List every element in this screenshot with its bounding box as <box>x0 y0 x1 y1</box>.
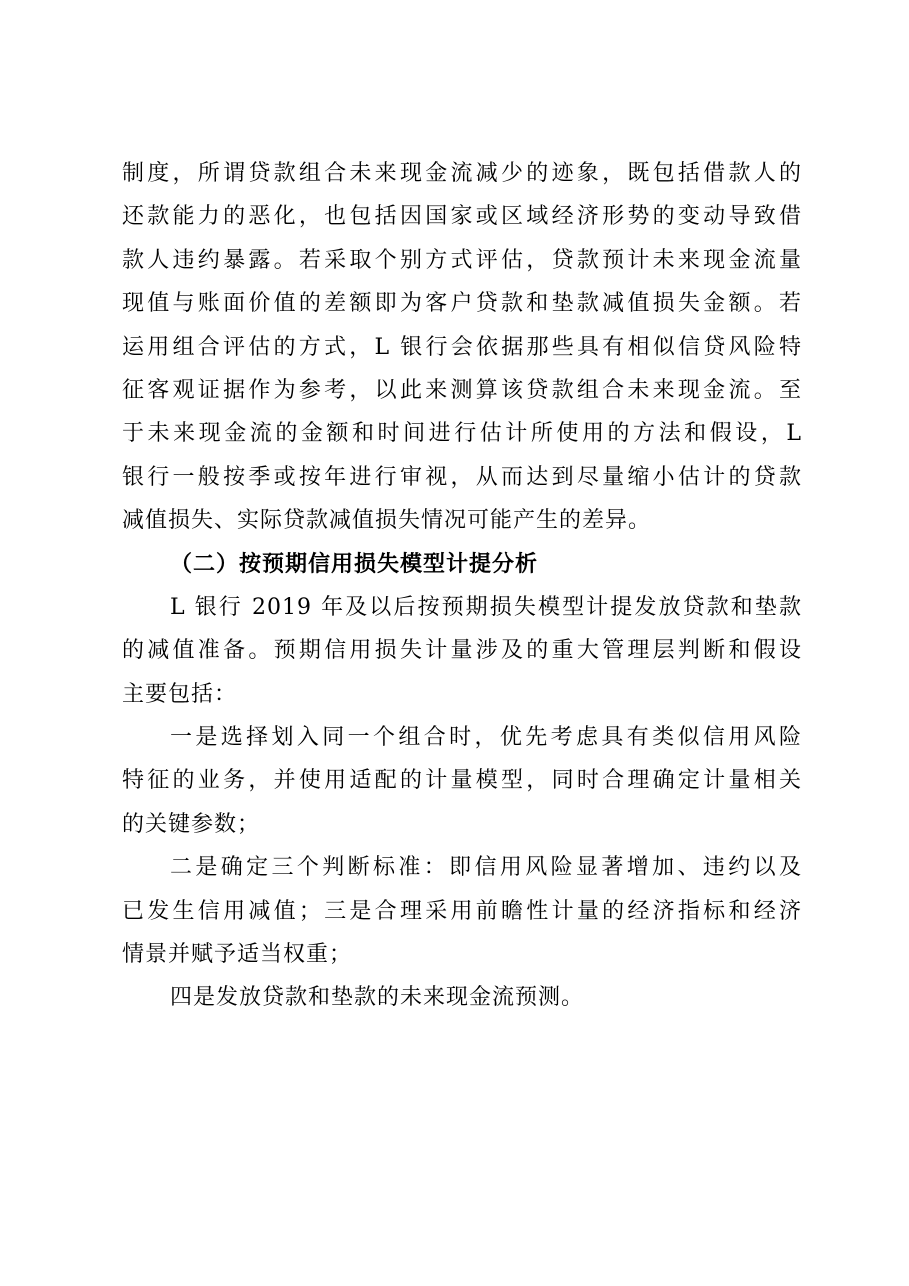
section-heading <box>122 543 802 586</box>
text-line: 一是选择划入同一个组合时，优先考虑具有类似信用风险 <box>170 725 802 751</box>
text-line: 的关键参数； <box>122 811 261 837</box>
document-body <box>122 152 802 1020</box>
text-line: 征客观证据作为参考，以此来测算该贷款组合未来现金流。至 <box>122 377 802 403</box>
text-line: 情景并赋予适当权重； <box>122 942 353 968</box>
paragraph-loan-impairment-continued <box>122 152 802 543</box>
text-line: 运用组合评估的方式，L 银行会依据那些具有相似信贷风险特 <box>122 334 802 360</box>
paragraph-point-one <box>122 716 802 846</box>
text-line: 现值与账面价值的差额即为客户贷款和垫款减值损失金额。若 <box>122 291 802 317</box>
text-line: 主要包括： <box>122 681 238 707</box>
paragraph-expected-loss-intro <box>122 586 802 716</box>
section-heading-text: （二）按预期信用损失模型计提分析 <box>170 550 539 577</box>
text-line: 制度，所谓贷款组合未来现金流减少的迹象，既包括借款人的 <box>122 161 802 186</box>
text-line: 还款能力的恶化，也包括因国家或区域经济形势的变动导致借 <box>122 204 802 230</box>
paragraph-point-four <box>122 976 802 1019</box>
text-line: 款人违约暴露。若采取个别方式评估，贷款预计未来现金流量 <box>122 247 802 273</box>
text-line: 特征的业务，并使用适配的计量模型，同时合理确定计量相关 <box>122 768 802 794</box>
text-line: 四是发放贷款和垫款的未来现金流预测。 <box>170 985 585 1011</box>
text-line: 减值损失、实际贷款减值损失情况可能产生的差异。 <box>122 508 652 534</box>
text-line: 二是确定三个判断标准：即信用风险显著增加、违约以及 <box>170 855 802 881</box>
text-line: L 银行 2019 年及以后按预期损失模型计提发放贷款和垫款 <box>170 594 802 620</box>
text-line: 银行一般按季或按年进行审视，从而达到尽量缩小估计的贷款 <box>122 464 802 490</box>
text-line: 于未来现金流的金额和时间进行估计所使用的方法和假设，L <box>122 421 802 447</box>
paragraph-point-two-three <box>122 846 802 976</box>
text-line: 已发生信用减值；三是合理采用前瞻性计量的经济指标和经济 <box>122 898 802 924</box>
text-line: 的减值准备。预期信用损失计量涉及的重大管理层判断和假设 <box>122 638 802 664</box>
